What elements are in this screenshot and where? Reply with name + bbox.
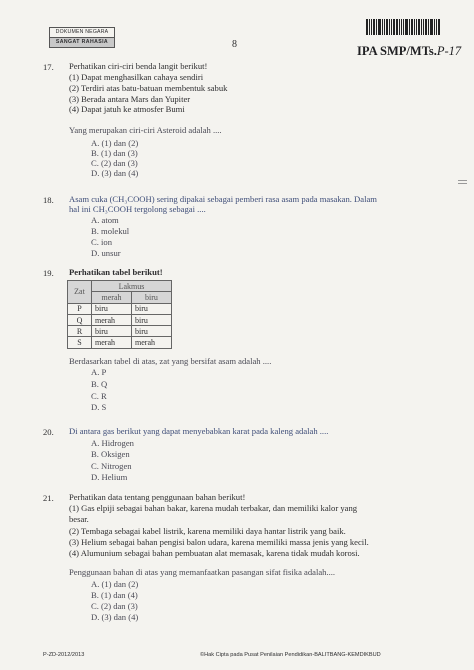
q21-number: 21.	[43, 493, 54, 503]
margin-mark	[458, 180, 467, 181]
q18-line1: Asam cuka (CH₃COOH) sering dipakai sebagai pemberi rasa asam pada masakan. Dalam	[69, 194, 377, 204]
table-header-lakmus: Lakmus	[92, 281, 172, 292]
q18-option-c[interactable]: C. ion	[91, 237, 113, 247]
q17-option-c[interactable]: C. (2) dan (3)	[91, 158, 138, 168]
table-cell: biru	[132, 303, 172, 314]
exam-code	[357, 44, 461, 59]
q17-item: (3) Berada antara Mars dan Yupiter	[69, 94, 191, 104]
q19-number: 19.	[43, 268, 54, 278]
q21-prompt: Perhatikan data tentang penggunaan bahan berikut!	[69, 492, 246, 502]
q18-option-b[interactable]: B. molekul	[91, 226, 130, 236]
q21-item: (2) Tembaga sebagai kabel listrik, karena memiliki daya hantar listrik yang baik.	[69, 526, 346, 536]
table-cell: biru	[92, 303, 132, 314]
q17-option-b[interactable]: B. (1) dan (3)	[91, 148, 138, 158]
table-row	[68, 303, 172, 314]
table-cell: merah	[92, 314, 132, 325]
exam-code-text: IPA SMP/MTs.	[357, 44, 437, 58]
q17-number: 17.	[43, 62, 54, 72]
table-row	[68, 314, 172, 325]
doc-label: DOKUMEN NEGARA	[50, 28, 114, 38]
table-header-merah: merah	[92, 292, 132, 303]
table-row	[68, 337, 172, 348]
q21-option-c[interactable]: C. (2) dan (3)	[91, 601, 138, 611]
q18-option-a[interactable]: A. atom	[91, 215, 119, 225]
q21-item: (3) Helium sebagai bahan pengisi balon udara, karena memiliki massa jenis yang kecil.	[69, 537, 369, 547]
table-header-zat: Zat	[68, 281, 92, 304]
q21-option-d[interactable]: D. (3) dan (4)	[91, 612, 139, 622]
classification-box	[49, 27, 115, 48]
q17-item: (1) Dapat menghasilkan cahaya sendiri	[69, 72, 204, 82]
table-cell: biru	[132, 314, 172, 325]
page-number: 8	[232, 39, 237, 50]
table-cell: merah	[92, 337, 132, 348]
exam-code-handwritten: P-17	[436, 44, 462, 58]
q21-item: (4) Alumunium sebagai bahan pembuatan alat memasak, karena tidak mudah korosi.	[69, 548, 360, 558]
q20-option-d[interactable]: D. Helium	[91, 472, 128, 482]
q17-prompt: Perhatikan ciri-ciri benda langit berikut!	[69, 61, 208, 71]
q21-question: Penggunaan bahan di atas yang memanfaatkan pasangan sifat fisika adalah....	[69, 567, 336, 577]
q17-question: Yang merupakan ciri-ciri Asteroid adalah ....	[69, 125, 222, 135]
table-header-biru: biru	[132, 292, 172, 303]
q17-option-a[interactable]: A. (1) dan (2)	[91, 138, 139, 148]
barcode-icon	[366, 19, 444, 35]
q19-prompt: Perhatikan tabel berikut!	[69, 267, 163, 277]
q19-option-d[interactable]: D. S	[91, 402, 107, 412]
q20-option-c[interactable]: C. Nitrogen	[91, 461, 132, 471]
table-cell: biru	[132, 326, 172, 337]
footer-code: P-ZD-2012/2013	[43, 652, 85, 658]
table-cell: Q	[68, 314, 92, 325]
q20-prompt: Di antara gas berikut yang dapat menyebabkan karat pada kaleng adalah ....	[69, 426, 329, 436]
q20-option-a[interactable]: A. Hidrogen	[91, 438, 134, 448]
q18-number: 18.	[43, 195, 54, 205]
table-cell: merah	[132, 337, 172, 348]
q21-option-b[interactable]: B. (1) dan (4)	[91, 590, 138, 600]
table-row	[68, 326, 172, 337]
q20-number: 20.	[43, 427, 54, 437]
q19-option-a[interactable]: A. P	[91, 367, 107, 377]
table-cell: biru	[92, 326, 132, 337]
table-cell: P	[68, 303, 92, 314]
secret-label: SANGAT RAHASIA	[50, 38, 114, 47]
q19-option-c[interactable]: C. R	[91, 391, 107, 401]
margin-mark	[458, 183, 467, 184]
q21-option-a[interactable]: A. (1) dan (2)	[91, 579, 139, 589]
q18-line2: hal ini CH₃COOH tergolong sebagai ....	[69, 204, 206, 214]
q17-option-d[interactable]: D. (3) dan (4)	[91, 168, 139, 178]
footer-copyright: ©Hak Cipta pada Pusat Penilaian Pendidikan-BALITBANG-KEMDIKBUD	[200, 652, 381, 658]
q17-item: (4) Dapat jatuh ke atmosfer Bumi	[69, 104, 185, 114]
table-header-row	[68, 281, 172, 292]
q21-item: (1) Gas elpiji sebagai bahan bakar, karena mudah terbakar, dan memiliki kalor yang	[69, 503, 358, 513]
table-cell: R	[68, 326, 92, 337]
q19-option-b[interactable]: B. Q	[91, 379, 108, 389]
q20-option-b[interactable]: B. Oksigen	[91, 449, 130, 459]
q19-question: Berdasarkan tabel di atas, zat yang bersifat asam adalah ....	[69, 356, 272, 366]
q18-option-d[interactable]: D. unsur	[91, 248, 121, 258]
q17-item: (2) Terdiri atas batu-batuan membentuk sabuk	[69, 83, 228, 93]
q21-item: besar.	[69, 514, 89, 524]
litmus-table	[67, 280, 172, 349]
table-cell: S	[68, 337, 92, 348]
